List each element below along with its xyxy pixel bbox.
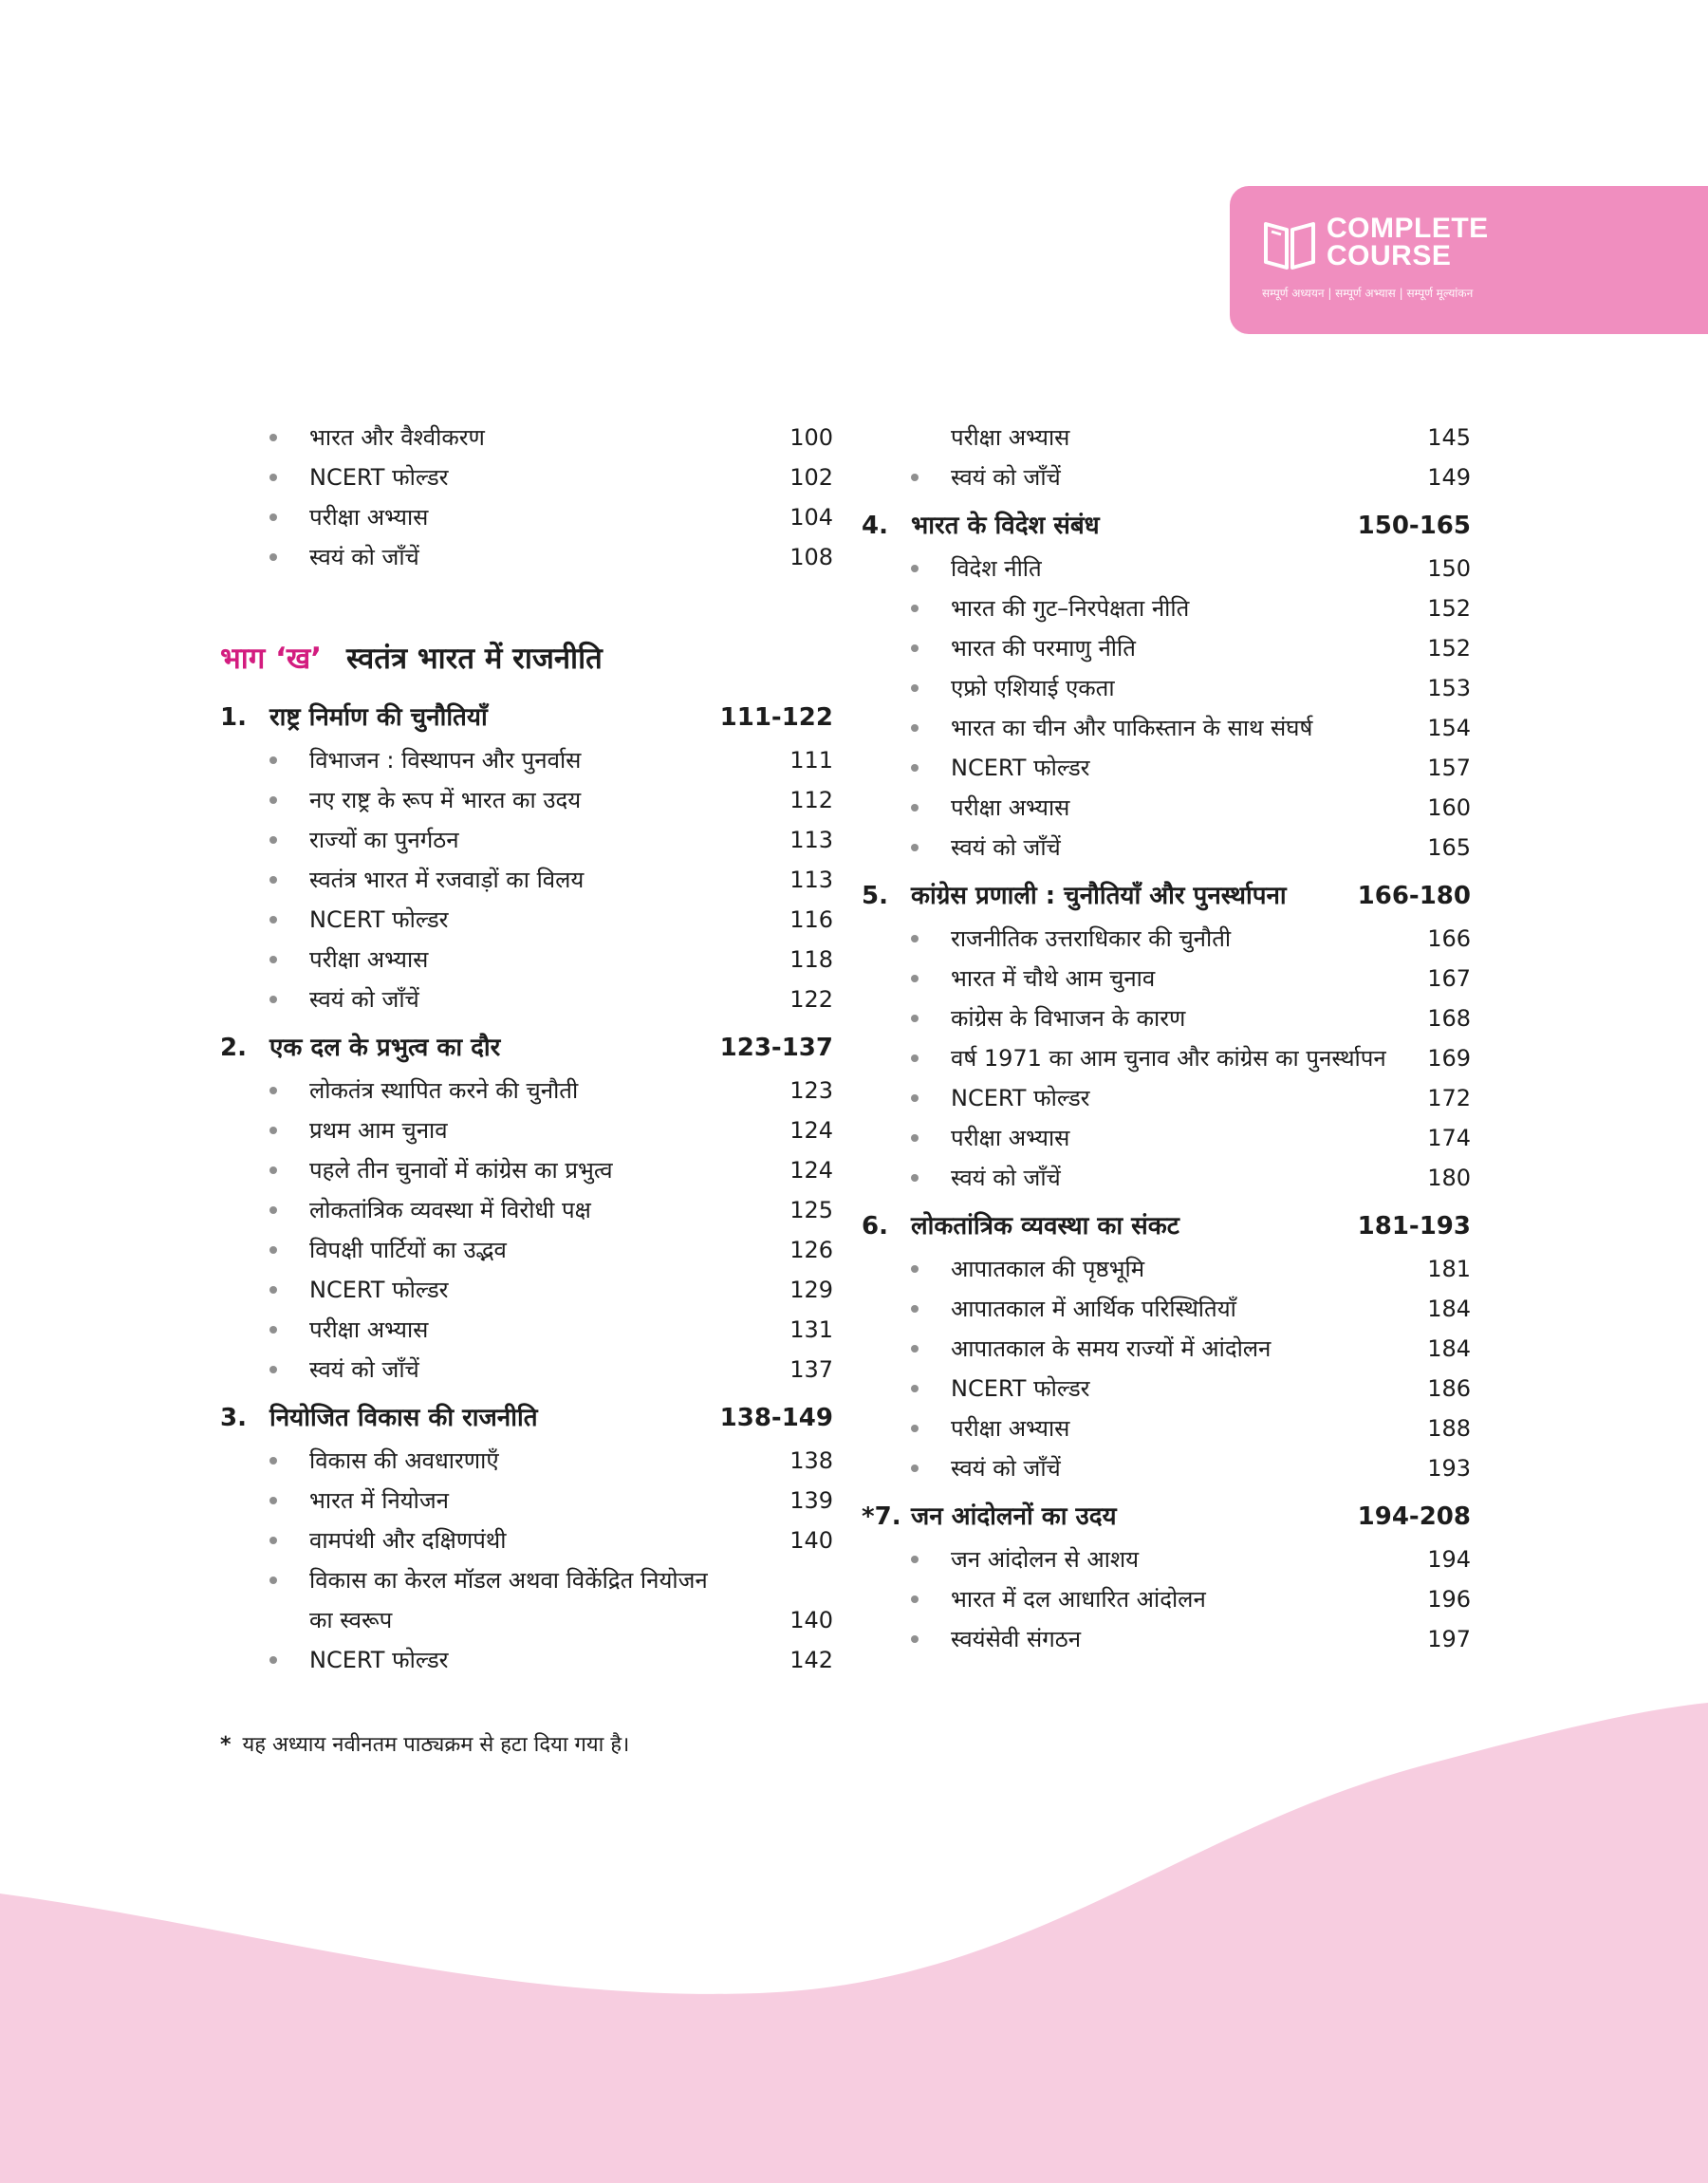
toc-left-column <box>220 418 833 1680</box>
toc-item[interactable] <box>862 1619 1471 1659</box>
bullet-icon <box>911 935 919 942</box>
toc-item[interactable] <box>220 537 833 577</box>
bullet-icon <box>911 764 919 772</box>
toc-item-label: भारत में नियोजन <box>309 1487 449 1514</box>
toc-item-label: स्वयं को जाँचें <box>951 834 1061 861</box>
bullet-icon <box>269 434 277 441</box>
toc-item-label: स्वयं को जाँचें <box>951 1165 1061 1191</box>
toc-right-column <box>862 418 1471 1659</box>
bullet-icon <box>269 1166 277 1174</box>
toc-item[interactable] <box>862 1289 1471 1329</box>
toc-item[interactable] <box>220 1441 833 1481</box>
toc-item-page: 126 <box>789 1237 833 1263</box>
toc-item[interactable] <box>220 1230 833 1270</box>
toc-item-label: नए राष्ट्र के रूप में भारत का उदय <box>309 787 582 813</box>
bullet-icon <box>911 1015 919 1022</box>
toc-item-label: प्रथम आम चुनाव <box>309 1117 448 1144</box>
toc-item-label: आपातकाल के समय राज्यों में आंदोलन <box>951 1335 1272 1362</box>
toc-item-label: NCERT फोल्डर <box>951 1375 1090 1402</box>
toc-item-page: 150 <box>1427 555 1471 582</box>
bullet-icon <box>911 1465 919 1472</box>
bullet-icon <box>911 1385 919 1392</box>
toc-item-label: आपातकाल की पृष्ठभूमि <box>951 1256 1145 1282</box>
toc-item[interactable] <box>220 1350 833 1390</box>
toc-item-page: 129 <box>789 1277 833 1303</box>
bullet-icon <box>269 1656 277 1664</box>
bullet-icon <box>269 553 277 561</box>
toc-item-label: विदेश नीति <box>951 555 1042 582</box>
toc-item-label: परीक्षा अभ्यास <box>951 1125 1070 1151</box>
toc-item[interactable] <box>862 748 1471 788</box>
toc-item[interactable] <box>862 549 1471 588</box>
toc-item[interactable] <box>862 828 1471 868</box>
toc-item[interactable] <box>862 998 1471 1038</box>
toc-item-label: आपातकाल में आर्थिक परिस्थितियाँ <box>951 1296 1236 1322</box>
toc-item-page: 152 <box>1427 595 1471 622</box>
toc-item-label: भारत की गुट–निरपेक्षता नीति <box>951 595 1190 622</box>
bullet-icon <box>911 684 919 692</box>
toc-item-page: 168 <box>1427 1005 1471 1032</box>
toc-item-label: स्वयं को जाँचें <box>951 1455 1061 1482</box>
bullet-icon <box>911 804 919 812</box>
bullet-icon <box>269 756 277 764</box>
toc-item-page: 140 <box>789 1527 833 1554</box>
toc-item-page: 197 <box>1427 1626 1471 1652</box>
toc-item[interactable] <box>862 668 1471 708</box>
toc-item-label: भारत का चीन और पाकिस्तान के साथ संघर्ष <box>951 715 1313 741</box>
bullet-icon <box>911 724 919 732</box>
bullet-icon <box>911 644 919 652</box>
toc-item-label: भारत में दल आधारित आंदोलन <box>951 1586 1206 1613</box>
toc-item-label: NCERT फोल्डर <box>309 464 449 491</box>
toc-item[interactable] <box>862 1038 1471 1078</box>
chapter-pages: 123-137 <box>719 1034 833 1062</box>
toc-item-label: पहले तीन चुनावों में कांग्रेस का प्रभुत्व <box>309 1157 613 1184</box>
toc-item-page: 169 <box>1427 1045 1471 1072</box>
toc-item[interactable] <box>862 788 1471 828</box>
toc-item-label: विपक्षी पार्टियों का उद्भव <box>309 1237 507 1263</box>
toc-item-label: वर्ष 1971 का आम चुनाव और कांग्रेस का पुनर्स्थापन <box>951 1045 1386 1072</box>
toc-item[interactable] <box>220 980 833 1019</box>
toc-item[interactable] <box>862 1539 1471 1579</box>
toc-item-label: जन आंदोलन से आशय <box>951 1546 1140 1573</box>
toc-item-page: 122 <box>789 986 833 1013</box>
toc-item-page: 118 <box>789 946 833 973</box>
toc-item-page: 113 <box>789 827 833 853</box>
part-title: स्वतंत्र भारत में राजनीति <box>345 642 603 676</box>
bullet-icon <box>911 605 919 612</box>
bullet-icon <box>269 1286 277 1294</box>
toc-item-page: 108 <box>789 544 833 570</box>
toc-item-page: 113 <box>789 867 833 893</box>
toc-item[interactable] <box>220 1110 833 1150</box>
bullet-icon <box>269 1206 277 1214</box>
toc-item-label: स्वयं को जाँचें <box>309 544 419 570</box>
bullet-icon <box>269 1087 277 1094</box>
bullet-icon <box>269 1457 277 1465</box>
bullet-icon <box>269 1577 277 1584</box>
chapter-title: नियोजित विकास की राजनीति <box>269 1404 538 1432</box>
chapter-number: 1. <box>220 703 247 732</box>
chapter-number: 2. <box>220 1034 247 1062</box>
chapter-title: लोकतांत्रिक व्यवस्था का संकट <box>911 1212 1179 1241</box>
brand-tagline: सम्पूर्ण अध्ययन | सम्पूर्ण अभ्यास | सम्पूर्ण मूल्यांकन <box>1262 287 1474 300</box>
toc-item-page: 160 <box>1427 794 1471 821</box>
toc-item[interactable] <box>862 1369 1471 1409</box>
toc-item-page: 125 <box>789 1197 833 1223</box>
toc-item-page: 138 <box>789 1447 833 1474</box>
toc-item-label: परीक्षा अभ्यास <box>951 424 1070 451</box>
bullet-icon <box>911 1054 919 1062</box>
toc-item[interactable] <box>862 1249 1471 1289</box>
footnote-marker: * <box>220 1733 232 1757</box>
toc-item-page: 174 <box>1427 1125 1471 1151</box>
toc-item-label: राज्यों का पुनर्गठन <box>309 827 459 853</box>
toc-item[interactable] <box>862 588 1471 628</box>
chapter-number: *7. <box>862 1502 901 1531</box>
chapter-number: 4. <box>862 512 888 540</box>
toc-item-label: लोकतंत्र स्थापित करने की चुनौती <box>309 1077 579 1104</box>
toc-item-page: 124 <box>789 1117 833 1144</box>
chapter-pages: 111-122 <box>719 703 833 732</box>
bullet-icon <box>269 996 277 1003</box>
toc-item-label: वामपंथी और दक्षिणपंथी <box>309 1527 507 1554</box>
toc-item-page: 194 <box>1427 1546 1471 1573</box>
chapter-pages: 166-180 <box>1357 882 1471 910</box>
toc-item-page: 157 <box>1427 755 1471 781</box>
chapter-number: 3. <box>220 1404 247 1432</box>
toc-item-label: एफ्रो एशियाई एकता <box>951 675 1115 701</box>
toc-item[interactable] <box>862 959 1471 998</box>
toc-item-label: लोकतांत्रिक व्यवस्था में विरोधी पक्ष <box>309 1197 591 1223</box>
chapter-title: भारत के विदेश संबंध <box>911 512 1100 540</box>
toc-item-label: विकास की अवधारणाएँ <box>309 1447 499 1474</box>
toc-item-page: 100 <box>789 424 833 451</box>
bullet-icon <box>269 796 277 804</box>
toc-item[interactable] <box>220 900 833 940</box>
toc-item[interactable] <box>220 740 833 780</box>
chapter-number: 6. <box>862 1212 888 1241</box>
bullet-icon <box>269 876 277 884</box>
open-book-icon <box>1262 218 1317 271</box>
toc-item[interactable] <box>220 1640 833 1680</box>
chapter-pages: 138-149 <box>719 1404 833 1432</box>
toc-item-page: 188 <box>1427 1415 1471 1442</box>
bullet-icon <box>269 1366 277 1373</box>
toc-item-page: 193 <box>1427 1455 1471 1482</box>
toc-item-label: परीक्षा अभ्यास <box>951 794 1070 821</box>
toc-item[interactable] <box>862 457 1471 497</box>
part-label: भाग ‘ख’ <box>220 642 322 676</box>
toc-item[interactable] <box>862 708 1471 748</box>
bullet-icon <box>911 1134 919 1142</box>
toc-item-page: 112 <box>789 787 833 813</box>
toc-item[interactable] <box>862 1329 1471 1369</box>
chapter-heading[interactable] <box>220 1025 833 1071</box>
toc-item[interactable] <box>862 628 1471 668</box>
toc-item-label: NCERT फोल्डर <box>309 1647 449 1673</box>
toc-item-page: 102 <box>789 464 833 491</box>
toc-item-page: 153 <box>1427 675 1471 701</box>
toc-item-page: 196 <box>1427 1586 1471 1613</box>
toc-item[interactable] <box>220 1521 833 1560</box>
toc-item-page: 186 <box>1427 1375 1471 1402</box>
toc-item-label: NCERT फोल्डर <box>309 906 449 933</box>
chapter-title: कांग्रेस प्रणाली : चुनौतियाँ और पुनर्स्थापना <box>911 882 1287 910</box>
bullet-icon <box>269 836 277 844</box>
bullet-icon <box>911 474 919 481</box>
toc-item-page: 142 <box>789 1647 833 1673</box>
chapter-heading[interactable] <box>220 695 833 740</box>
toc-item[interactable] <box>220 820 833 860</box>
toc-item-page: 172 <box>1427 1085 1471 1111</box>
toc-item-label: परीक्षा अभ्यास <box>309 946 429 973</box>
bullet-icon <box>269 1537 277 1544</box>
toc-item[interactable] <box>220 1270 833 1310</box>
toc-item-label: भारत और वैश्वीकरण <box>309 424 485 451</box>
toc-item-label: विकास का केरल मॉडल अथवा विकेंद्रित नियोजन <box>309 1567 708 1594</box>
toc-item-page: 152 <box>1427 635 1471 662</box>
chapter-title: जन आंदोलनों का उदय <box>911 1502 1117 1531</box>
toc-item-page: 131 <box>789 1316 833 1343</box>
toc-item-page: 184 <box>1427 1335 1471 1362</box>
toc-item-page: 116 <box>789 906 833 933</box>
toc-item-label: कांग्रेस के विभाजन के कारण <box>951 1005 1186 1032</box>
toc-item[interactable] <box>220 497 833 537</box>
toc-item-label: स्वयं को जाँचें <box>951 464 1061 491</box>
complete-course-badge <box>1230 186 1708 334</box>
toc-item-page: 167 <box>1427 965 1471 992</box>
toc-item[interactable] <box>862 418 1471 457</box>
toc-item-page: 180 <box>1427 1165 1471 1191</box>
toc-item[interactable] <box>220 1310 833 1350</box>
bullet-icon <box>911 1265 919 1273</box>
chapter-pages: 181-193 <box>1357 1212 1471 1241</box>
toc-item-label: भारत में चौथे आम चुनाव <box>951 965 1156 992</box>
bullet-icon <box>911 1595 919 1603</box>
toc-item[interactable] <box>220 418 833 457</box>
toc-item-label: का स्वरूप <box>309 1607 393 1633</box>
toc-item-label: परीक्षा अभ्यास <box>309 1316 429 1343</box>
bullet-icon <box>911 1305 919 1313</box>
toc-item[interactable] <box>220 780 833 820</box>
bullet-icon <box>911 1556 919 1563</box>
toc-item-label: भारत की परमाणु नीति <box>951 635 1136 662</box>
toc-item-label: NCERT फोल्डर <box>309 1277 449 1303</box>
bullet-icon <box>911 1635 919 1643</box>
toc-item-label: स्वयं को जाँचें <box>309 986 419 1013</box>
toc-item-label: परीक्षा अभ्यास <box>309 504 429 531</box>
toc-item[interactable] <box>862 1409 1471 1448</box>
toc-item-page: 184 <box>1427 1296 1471 1322</box>
toc-item-page: 124 <box>789 1157 833 1184</box>
toc-item[interactable] <box>862 1158 1471 1198</box>
toc-item-label: परीक्षा अभ्यास <box>951 1415 1070 1442</box>
footnote-text: यह अध्याय नवीनतम पाठ्यक्रम से हटा दिया गया है। <box>242 1733 630 1757</box>
chapter-title: एक दल के प्रभुत्व का दौर <box>269 1034 501 1062</box>
toc-item-continuation[interactable] <box>220 1600 833 1640</box>
chapter-heading[interactable] <box>220 1395 833 1441</box>
chapter-heading[interactable] <box>862 1494 1471 1539</box>
toc-item[interactable] <box>220 1560 833 1600</box>
bullet-icon <box>911 1345 919 1353</box>
toc-item-page: 166 <box>1427 925 1471 952</box>
bullet-icon <box>269 916 277 924</box>
toc-item-page: 139 <box>789 1487 833 1514</box>
toc-item[interactable] <box>862 1448 1471 1488</box>
toc-item-page: 154 <box>1427 715 1471 741</box>
toc-item[interactable] <box>220 1190 833 1230</box>
bullet-icon <box>269 1246 277 1254</box>
bullet-icon <box>269 513 277 521</box>
toc-item-page: 123 <box>789 1077 833 1104</box>
toc-item-page: 149 <box>1427 464 1471 491</box>
toc-item-page: 165 <box>1427 834 1471 861</box>
toc-item-label: स्वयंसेवी संगठन <box>951 1626 1082 1652</box>
bullet-icon <box>269 474 277 481</box>
chapter-title: राष्ट्र निर्माण की चुनौतियाँ <box>269 703 488 732</box>
toc-item-label: NCERT फोल्डर <box>951 755 1090 781</box>
brand-line-1: COMPLETE <box>1327 213 1489 244</box>
toc-item[interactable] <box>220 457 833 497</box>
toc-item-page: 140 <box>789 1607 833 1633</box>
footnote <box>220 1729 629 1758</box>
bullet-icon <box>269 1497 277 1504</box>
bullet-icon <box>269 1127 277 1134</box>
chapter-number: 5. <box>862 882 888 910</box>
toc-item-page: 104 <box>789 504 833 531</box>
toc-item-label: NCERT फोल्डर <box>951 1085 1090 1111</box>
bullet-icon <box>911 975 919 982</box>
toc-item[interactable] <box>220 1150 833 1190</box>
toc-item[interactable] <box>220 1481 833 1521</box>
bullet-icon <box>269 1326 277 1334</box>
brand-title <box>1327 215 1489 270</box>
toc-item[interactable] <box>220 860 833 900</box>
toc-item[interactable] <box>862 1118 1471 1158</box>
toc-item-label: विभाजन : विस्थापन और पुनर्वास <box>309 747 582 774</box>
toc-item[interactable] <box>862 1078 1471 1118</box>
toc-item-page: 181 <box>1427 1256 1471 1282</box>
toc-item-label: राजनीतिक उत्तराधिकार की चुनौती <box>951 925 1232 952</box>
toc-item-label: स्वतंत्र भारत में रजवाड़ों का विलय <box>309 867 585 893</box>
toc-item-page: 111 <box>789 747 833 774</box>
toc-item[interactable] <box>220 1071 833 1110</box>
toc-item[interactable] <box>862 919 1471 959</box>
bullet-icon <box>911 1425 919 1432</box>
part-heading <box>220 630 833 687</box>
brand-line-2: COURSE <box>1327 240 1452 271</box>
toc-item-page: 145 <box>1427 424 1471 451</box>
bullet-icon <box>911 565 919 572</box>
chapter-pages: 194-208 <box>1357 1502 1471 1531</box>
toc-item-label: स्वयं को जाँचें <box>309 1356 419 1383</box>
toc-item[interactable] <box>862 1579 1471 1619</box>
bullet-icon <box>269 956 277 963</box>
toc-item-page: 137 <box>789 1356 833 1383</box>
chapter-heading[interactable] <box>862 1203 1471 1249</box>
chapter-pages: 150-165 <box>1357 512 1471 540</box>
chapter-heading[interactable] <box>862 503 1471 549</box>
bullet-icon <box>911 1174 919 1182</box>
bullet-icon <box>911 844 919 851</box>
bullet-icon <box>911 1094 919 1102</box>
chapter-heading[interactable] <box>862 873 1471 919</box>
toc-item[interactable] <box>220 940 833 980</box>
